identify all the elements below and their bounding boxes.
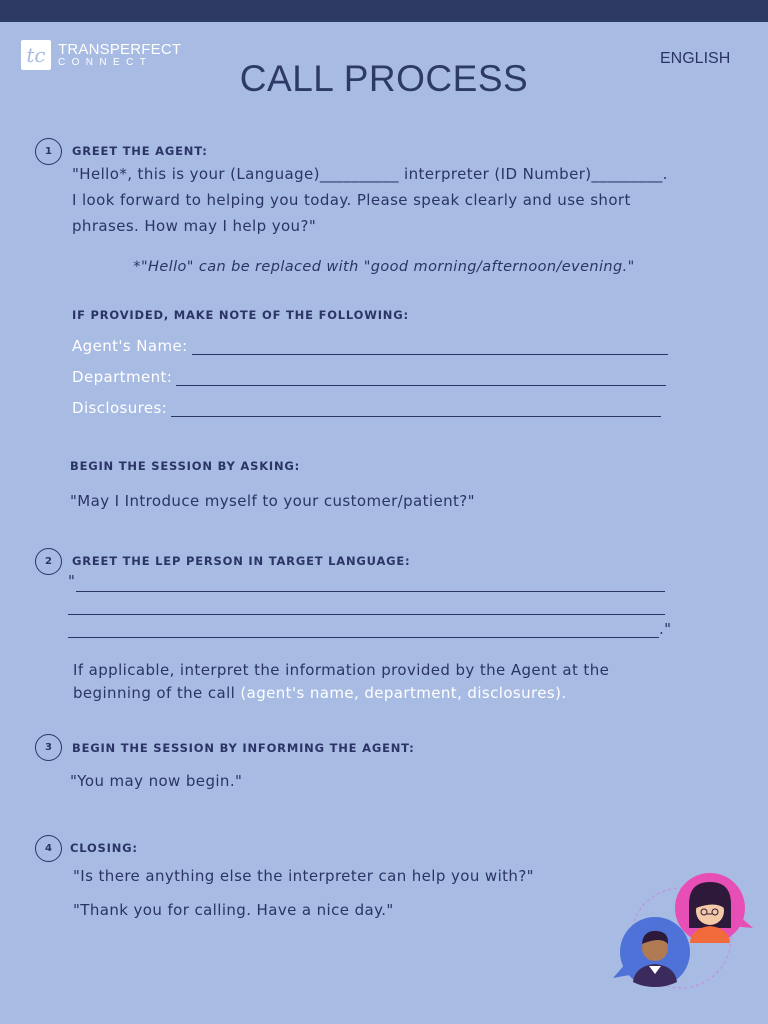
greeting-script-line-1: "Hello*, this is your (Language)__________ interpreter (ID Number)_________.: [72, 165, 668, 183]
chat-avatars-illustration: [605, 870, 760, 995]
department-blank[interactable]: [176, 371, 666, 386]
step-3-badge: 3: [35, 734, 62, 761]
step-2-text-line-1: If applicable, interpret the information provided by the Agent at the: [73, 661, 610, 679]
language-label: ENGLISH: [660, 50, 731, 67]
step-3-text: "You may now begin.": [70, 772, 243, 790]
disclosures-field[interactable]: [72, 399, 661, 417]
greeting-script-line-2: I look forward to helping you today. Please speak clearly and use short: [72, 191, 631, 209]
department-label: Department:: [72, 368, 173, 386]
closing-text-2: "Thank you for calling. Have a nice day.": [73, 901, 394, 919]
ask-text: "May I Introduce myself to your customer/patient?": [70, 492, 475, 510]
step-1-badge: 1: [35, 138, 62, 165]
step-2-text-line-2: [73, 682, 567, 705]
target-greeting-blank-2[interactable]: [68, 614, 665, 615]
target-greeting-blank-1[interactable]: [76, 591, 665, 592]
disclosures-label: Disclosures:: [72, 399, 168, 417]
agent-name-blank[interactable]: [192, 340, 668, 355]
greeting-close-quote: .": [659, 620, 672, 638]
step-3-heading: BEGIN THE SESSION BY INFORMING THE AGENT:: [72, 741, 415, 755]
step-4-heading: CLOSING:: [70, 841, 138, 855]
closing-text-1: "Is there anything else the interpreter can help you with?": [73, 867, 534, 885]
greeting-open-quote: ": [68, 572, 76, 590]
note-heading: IF PROVIDED, MAKE NOTE OF THE FOLLOWING:: [72, 308, 409, 322]
agent-name-label: Agent's Name:: [72, 337, 188, 355]
step-4-badge: 4: [35, 835, 62, 862]
target-greeting-blank-3[interactable]: [68, 637, 659, 638]
ask-heading: BEGIN THE SESSION BY ASKING:: [70, 459, 301, 473]
step-2-heading: GREET THE LEP PERSON IN TARGET LANGUAGE:: [72, 554, 411, 568]
logo-name: TRANSPERFECT: [58, 41, 182, 58]
woman-avatar-bubble-icon: [675, 873, 753, 943]
department-field[interactable]: [72, 368, 666, 386]
logo-subtitle: CONNECT: [58, 57, 153, 68]
logo-mark-icon: tc: [21, 40, 51, 70]
step-2-badge: 2: [35, 548, 62, 575]
greeting-script-line-3: phrases. How may I help you?": [72, 217, 317, 235]
step-2-text-plain: beginning of the call: [73, 684, 241, 702]
agent-name-field[interactable]: [72, 337, 668, 355]
hello-note: *"Hello" can be replaced with "good morning/afternoon/evening.": [133, 259, 635, 275]
top-bar: [0, 0, 768, 22]
disclosures-blank[interactable]: [171, 402, 661, 417]
step-2-text-highlight: (agent's name, department, disclosures).: [240, 684, 567, 702]
page-title: CALL PROCESS: [239, 58, 529, 99]
step-1-heading: GREET THE AGENT:: [72, 144, 208, 158]
man-avatar-bubble-icon: [613, 917, 690, 987]
